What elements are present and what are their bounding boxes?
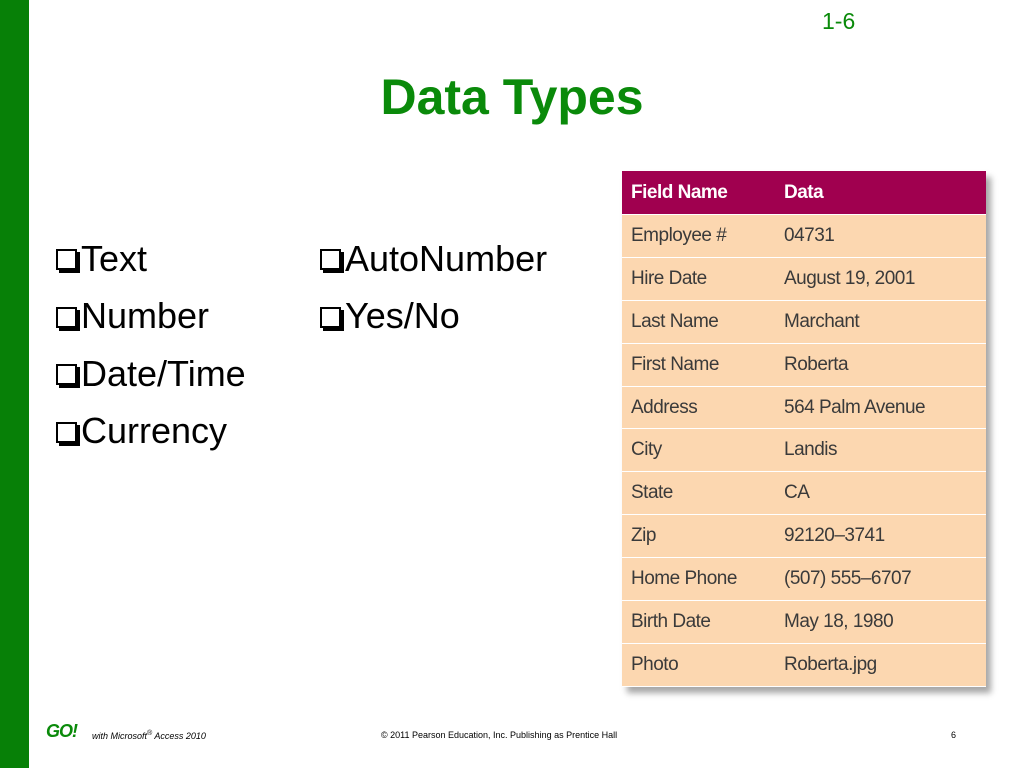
checkbox-bullet-icon <box>56 249 77 270</box>
table-row <box>622 301 986 344</box>
field-data-table <box>622 171 986 687</box>
bullet-item <box>320 288 547 346</box>
slide-title: Data Types <box>380 69 644 125</box>
data-cell: Roberta <box>784 353 849 375</box>
data-cell: 564 Palm Avenue <box>784 396 926 418</box>
table-row <box>622 601 986 644</box>
bullet-item <box>56 230 246 288</box>
go-logo: GO! <box>46 721 77 741</box>
data-cell: August 19, 2001 <box>784 267 915 289</box>
field-name-cell: Hire Date <box>631 267 707 289</box>
field-name-cell: Employee # <box>631 224 727 246</box>
field-name-cell: Last Name <box>631 310 719 332</box>
footer-copyright: © 2011 Pearson Education, Inc. Publishing as Prentice Hall <box>381 730 618 740</box>
data-cell: Marchant <box>784 310 860 332</box>
field-name-cell: City <box>631 439 662 461</box>
bullet-text: Yes/No <box>345 295 460 337</box>
header-data: Data <box>784 181 824 203</box>
field-name-cell: Zip <box>631 525 656 547</box>
footer-page-number: 6 <box>951 730 957 740</box>
data-cell: Landis <box>784 439 837 461</box>
bullet-text: AutoNumber <box>345 237 548 279</box>
slide-footer <box>0 718 1024 748</box>
bullet-text: Text <box>81 237 148 279</box>
data-cell: (507) 555–6707 <box>784 568 912 590</box>
table-row <box>622 429 986 472</box>
data-cell: Roberta.jpg <box>784 653 877 675</box>
footer-product-suffix: Access 2010 <box>152 731 206 741</box>
table-row <box>622 558 986 601</box>
bullet-item <box>56 345 246 403</box>
bullet-text: Number <box>81 295 210 337</box>
data-cell: May 18, 1980 <box>784 610 894 632</box>
bullet-text: Currency <box>81 410 228 452</box>
header-field-name: Field Name <box>631 181 728 203</box>
registered-mark: ® <box>147 730 153 737</box>
checkbox-bullet-icon <box>56 422 77 443</box>
table-header-row <box>622 171 986 215</box>
data-cell: 04731 <box>784 224 835 246</box>
bullet-list-right <box>320 230 547 345</box>
bullet-item <box>320 230 547 288</box>
table-row <box>622 215 986 258</box>
slide-number-label: 1-6 <box>822 8 856 34</box>
table-row <box>622 258 986 301</box>
footer-product-label <box>92 730 206 741</box>
field-name-cell: Photo <box>631 653 679 675</box>
checkbox-bullet-icon <box>320 249 341 270</box>
field-name-cell: State <box>631 482 673 504</box>
bullet-item <box>56 288 246 346</box>
bullet-list-left <box>56 230 246 460</box>
checkbox-bullet-icon <box>56 307 77 328</box>
table-row <box>622 644 986 687</box>
field-name-cell: Address <box>631 396 698 418</box>
field-name-cell: Home Phone <box>631 568 737 590</box>
data-cell: CA <box>784 482 810 504</box>
field-name-cell: First Name <box>631 353 719 375</box>
checkbox-bullet-icon <box>320 307 341 328</box>
field-name-cell: Birth Date <box>631 610 711 632</box>
bullet-text: Date/Time <box>81 352 246 394</box>
table-row <box>622 387 986 430</box>
checkbox-bullet-icon <box>56 364 77 385</box>
table-row <box>622 515 986 558</box>
data-cell: 92120–3741 <box>784 525 885 547</box>
table-row <box>622 472 986 515</box>
footer-product-prefix: with Microsoft <box>92 731 148 741</box>
bullet-item <box>56 403 246 461</box>
table-row <box>622 344 986 387</box>
